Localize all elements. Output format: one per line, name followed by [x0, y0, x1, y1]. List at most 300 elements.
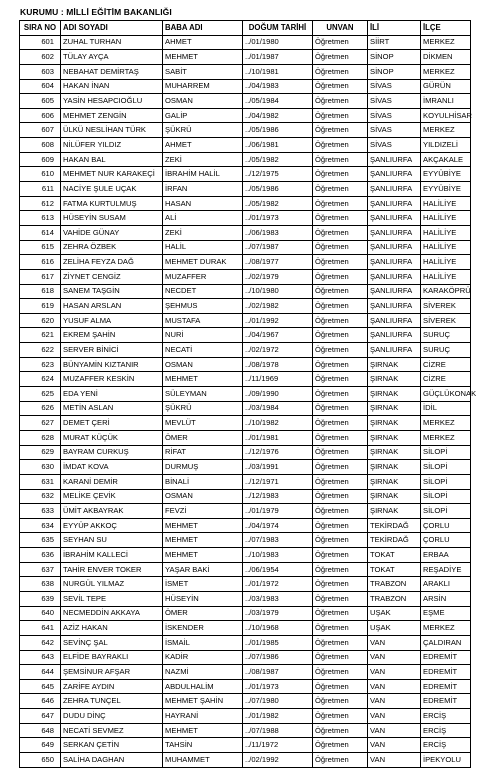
birth-date-cell: ../12/1971: [243, 474, 313, 489]
district-cell: HALİLİYE: [421, 269, 471, 284]
person-name-cell: BÜNYAMİN KIZTANIR: [61, 357, 163, 372]
row-number-cell: 607: [20, 123, 61, 138]
table-row: [20, 445, 471, 460]
person-name-cell: FATMA KURTULMUŞ: [61, 196, 163, 211]
father-name-cell: MUHAMMET: [163, 753, 243, 768]
row-number-cell: 620: [20, 313, 61, 328]
birth-date-cell: ../04/1967: [243, 328, 313, 343]
province-cell: SİVAS: [368, 123, 421, 138]
province-cell: ŞANLIURFA: [368, 343, 421, 358]
birth-date-cell: ../07/1986: [243, 650, 313, 665]
province-cell: VAN: [368, 694, 421, 709]
row-number-cell: 622: [20, 343, 61, 358]
father-name-cell: ŞÜKRÜ: [163, 123, 243, 138]
district-cell: HALİLİYE: [421, 211, 471, 226]
district-cell: İPEKYOLU: [421, 753, 471, 768]
province-cell: TEKİRDAĞ: [368, 518, 421, 533]
father-name-cell: ŞEHMUS: [163, 299, 243, 314]
row-number-cell: 606: [20, 108, 61, 123]
district-cell: ERCİŞ: [421, 738, 471, 753]
person-name-cell: NECMEDDİN AKKAYA: [61, 606, 163, 621]
row-number-cell: 605: [20, 94, 61, 109]
province-cell: SİVAS: [368, 108, 421, 123]
title-cell: Öğretmen: [313, 635, 368, 650]
father-name-cell: HAYRANİ: [163, 709, 243, 724]
province-cell: VAN: [368, 635, 421, 650]
title-cell: Öğretmen: [313, 401, 368, 416]
row-number-cell: 612: [20, 196, 61, 211]
row-number-cell: 621: [20, 328, 61, 343]
table-row: [20, 167, 471, 182]
province-cell: VAN: [368, 753, 421, 768]
birth-date-cell: ../02/1982: [243, 299, 313, 314]
row-number-cell: 640: [20, 606, 61, 621]
title-cell: Öğretmen: [313, 489, 368, 504]
table-row: [20, 738, 471, 753]
birth-date-cell: ../08/1978: [243, 357, 313, 372]
table-row: [20, 64, 471, 79]
district-cell: ARSİN: [421, 591, 471, 606]
row-number-cell: 614: [20, 225, 61, 240]
birth-date-cell: ../05/1986: [243, 182, 313, 197]
title-cell: Öğretmen: [313, 650, 368, 665]
person-name-cell: MEHMET ZENGİN: [61, 108, 163, 123]
title-cell: Öğretmen: [313, 255, 368, 270]
title-cell: Öğretmen: [313, 723, 368, 738]
person-name-cell: TAHİR ENVER TOKER: [61, 562, 163, 577]
table-row: [20, 211, 471, 226]
table-row: [20, 504, 471, 519]
father-name-cell: NURİ: [163, 328, 243, 343]
title-cell: Öğretmen: [313, 665, 368, 680]
person-name-cell: ELFİDE BAYRAKLI: [61, 650, 163, 665]
person-name-cell: VAHİDE GÜNAY: [61, 225, 163, 240]
birth-date-cell: ../03/1991: [243, 460, 313, 475]
title-cell: Öğretmen: [313, 504, 368, 519]
birth-date-cell: ../04/1982: [243, 108, 313, 123]
title-cell: Öğretmen: [313, 577, 368, 592]
province-cell: VAN: [368, 723, 421, 738]
table-row: [20, 606, 471, 621]
province-cell: VAN: [368, 709, 421, 724]
person-name-cell: SEVİL TEPE: [61, 591, 163, 606]
table-row: [20, 577, 471, 592]
birth-date-cell: ../01/1979: [243, 504, 313, 519]
district-cell: MERKEZ: [421, 430, 471, 445]
title-cell: Öğretmen: [313, 123, 368, 138]
row-number-cell: 635: [20, 533, 61, 548]
person-name-cell: HAKAN BAL: [61, 152, 163, 167]
title-cell: Öğretmen: [313, 35, 368, 50]
father-name-cell: OSMAN: [163, 94, 243, 109]
father-name-cell: İSKENDER: [163, 621, 243, 636]
table-row: [20, 152, 471, 167]
person-name-cell: YUSUF ALMA: [61, 313, 163, 328]
father-name-cell: MEVLÜT: [163, 416, 243, 431]
district-cell: EYYÜBİYE: [421, 167, 471, 182]
person-name-cell: EYYÜP AKKOÇ: [61, 518, 163, 533]
father-name-cell: NAZMİ: [163, 665, 243, 680]
person-name-cell: SANEM TAŞGİN: [61, 284, 163, 299]
title-cell: Öğretmen: [313, 299, 368, 314]
birth-date-cell: ../03/1979: [243, 606, 313, 621]
province-cell: ŞIRNAK: [368, 504, 421, 519]
birth-date-cell: ../03/1983: [243, 591, 313, 606]
district-cell: MERKEZ: [421, 621, 471, 636]
table-row: [20, 753, 471, 768]
title-cell: Öğretmen: [313, 548, 368, 563]
person-name-cell: NURGÜL YILMAZ: [61, 577, 163, 592]
birth-date-cell: ../05/1986: [243, 123, 313, 138]
father-name-cell: AHMET: [163, 138, 243, 153]
father-name-cell: MUZAFFER: [163, 269, 243, 284]
row-number-cell: 613: [20, 211, 61, 226]
title-cell: Öğretmen: [313, 621, 368, 636]
column-header-dogum-tarihi: DOĞUM TARİHİ: [243, 21, 313, 36]
father-name-cell: GALİP: [163, 108, 243, 123]
row-number-cell: 647: [20, 709, 61, 724]
table-row: [20, 387, 471, 402]
province-cell: VAN: [368, 738, 421, 753]
title-cell: Öğretmen: [313, 64, 368, 79]
person-name-cell: SERVER BİNİCİ: [61, 343, 163, 358]
person-name-cell: YASİN HESAPCIOĞLU: [61, 94, 163, 109]
father-name-cell: İBRAHİM HALİL: [163, 167, 243, 182]
column-header-sira-no: SIRA NO: [20, 21, 61, 36]
row-number-cell: 628: [20, 430, 61, 445]
birth-date-cell: ../05/1982: [243, 196, 313, 211]
title-cell: Öğretmen: [313, 709, 368, 724]
province-cell: SİVAS: [368, 79, 421, 94]
person-name-cell: TÜLAY AYÇA: [61, 50, 163, 65]
district-cell: GÜRÜN: [421, 79, 471, 94]
row-number-cell: 630: [20, 460, 61, 475]
father-name-cell: ŞÜKRÜ: [163, 401, 243, 416]
province-cell: ŞANLIURFA: [368, 240, 421, 255]
birth-date-cell: ../02/1972: [243, 343, 313, 358]
birth-date-cell: ../05/1982: [243, 152, 313, 167]
father-name-cell: ABDULHALİM: [163, 679, 243, 694]
district-cell: ERBAA: [421, 548, 471, 563]
province-cell: VAN: [368, 679, 421, 694]
father-name-cell: İSMET: [163, 577, 243, 592]
table-row: [20, 474, 471, 489]
district-cell: ERCİŞ: [421, 709, 471, 724]
row-number-cell: 642: [20, 635, 61, 650]
title-cell: Öğretmen: [313, 416, 368, 431]
institution-header: KURUMU : MİLLİ EĞİTİM BAKANLIĞI: [20, 7, 172, 17]
table-row: [20, 255, 471, 270]
district-cell: HALİLİYE: [421, 196, 471, 211]
table-row: [20, 196, 471, 211]
table-row: [20, 723, 471, 738]
column-header-unvan: UNVAN: [313, 21, 368, 36]
birth-date-cell: ../01/1973: [243, 211, 313, 226]
table-row: [20, 679, 471, 694]
birth-date-cell: ../07/1983: [243, 533, 313, 548]
father-name-cell: MEHMET DURAK: [163, 255, 243, 270]
table-header-row: [20, 21, 471, 36]
column-header-ilce: İLÇE: [421, 21, 471, 36]
district-cell: İDİL: [421, 401, 471, 416]
birth-date-cell: ../04/1983: [243, 79, 313, 94]
father-name-cell: YAŞAR BAKİ: [163, 562, 243, 577]
title-cell: Öğretmen: [313, 387, 368, 402]
father-name-cell: İRFAN: [163, 182, 243, 197]
row-number-cell: 633: [20, 504, 61, 519]
person-name-cell: SALİHA DAGHAN: [61, 753, 163, 768]
table-row: [20, 548, 471, 563]
table-row: [20, 650, 471, 665]
district-cell: GÜÇLÜKONAK: [421, 387, 471, 402]
father-name-cell: TAHSİN: [163, 738, 243, 753]
person-name-cell: BAYRAM CURKUŞ: [61, 445, 163, 460]
province-cell: ŞANLIURFA: [368, 182, 421, 197]
personnel-table: [19, 20, 477, 768]
district-cell: CİZRE: [421, 357, 471, 372]
person-name-cell: İMDAT KOVA: [61, 460, 163, 475]
title-cell: Öğretmen: [313, 240, 368, 255]
father-name-cell: MEHMET ŞAHİN: [163, 694, 243, 709]
table-row: [20, 269, 471, 284]
province-cell: ŞANLIURFA: [368, 328, 421, 343]
province-cell: UŞAK: [368, 606, 421, 621]
province-cell: ŞANLIURFA: [368, 152, 421, 167]
row-number-cell: 604: [20, 79, 61, 94]
district-cell: ÇORLU: [421, 533, 471, 548]
table-row: [20, 357, 471, 372]
district-cell: EYYÜBİYE: [421, 182, 471, 197]
father-name-cell: ZEKİ: [163, 225, 243, 240]
row-number-cell: 631: [20, 474, 61, 489]
person-name-cell: NACİYE ŞULE UÇAK: [61, 182, 163, 197]
province-cell: ŞANLIURFA: [368, 313, 421, 328]
province-cell: TEKİRDAĞ: [368, 533, 421, 548]
table-row: [20, 591, 471, 606]
row-number-cell: 639: [20, 591, 61, 606]
person-name-cell: EDA YENİ: [61, 387, 163, 402]
table-row: [20, 621, 471, 636]
person-name-cell: İBRAHİM KALLECİ: [61, 548, 163, 563]
district-cell: MERKEZ: [421, 123, 471, 138]
title-cell: Öğretmen: [313, 533, 368, 548]
person-name-cell: MURAT KÜÇÜK: [61, 430, 163, 445]
table-row: [20, 372, 471, 387]
province-cell: SİNOP: [368, 64, 421, 79]
table-row: [20, 416, 471, 431]
title-cell: Öğretmen: [313, 445, 368, 460]
row-number-cell: 602: [20, 50, 61, 65]
person-name-cell: ZEHRA TUNÇEL: [61, 694, 163, 709]
birth-date-cell: ../01/1980: [243, 35, 313, 50]
person-name-cell: DUDU DİNÇ: [61, 709, 163, 724]
district-cell: HALİLİYE: [421, 255, 471, 270]
birth-date-cell: ../01/1992: [243, 313, 313, 328]
birth-date-cell: ../03/1984: [243, 401, 313, 416]
row-number-cell: 626: [20, 401, 61, 416]
district-cell: SURUÇ: [421, 343, 471, 358]
father-name-cell: RİFAT: [163, 445, 243, 460]
birth-date-cell: ../08/1987: [243, 665, 313, 680]
table-row: [20, 694, 471, 709]
table-row: [20, 533, 471, 548]
table-row: [20, 328, 471, 343]
table-row: [20, 430, 471, 445]
table-row: [20, 123, 471, 138]
title-cell: Öğretmen: [313, 343, 368, 358]
province-cell: ŞIRNAK: [368, 416, 421, 431]
table-row: [20, 225, 471, 240]
province-cell: ŞIRNAK: [368, 445, 421, 460]
province-cell: ŞIRNAK: [368, 430, 421, 445]
province-cell: ŞIRNAK: [368, 460, 421, 475]
title-cell: Öğretmen: [313, 269, 368, 284]
title-cell: Öğretmen: [313, 211, 368, 226]
row-number-cell: 623: [20, 357, 61, 372]
row-number-cell: 610: [20, 167, 61, 182]
birth-date-cell: ../11/1969: [243, 372, 313, 387]
table-row: [20, 79, 471, 94]
column-header-ili: İLİ: [368, 21, 421, 36]
row-number-cell: 629: [20, 445, 61, 460]
row-number-cell: 619: [20, 299, 61, 314]
father-name-cell: HALİL: [163, 240, 243, 255]
province-cell: ŞIRNAK: [368, 387, 421, 402]
province-cell: VAN: [368, 650, 421, 665]
row-number-cell: 625: [20, 387, 61, 402]
person-name-cell: HÜSEYİN SUSAM: [61, 211, 163, 226]
father-name-cell: DURMUŞ: [163, 460, 243, 475]
father-name-cell: MUHARREM: [163, 79, 243, 94]
table-row: [20, 460, 471, 475]
province-cell: ŞIRNAK: [368, 357, 421, 372]
birth-date-cell: ../09/1990: [243, 387, 313, 402]
district-cell: REŞADİYE: [421, 562, 471, 577]
table-row: [20, 343, 471, 358]
district-cell: EDREMİT: [421, 665, 471, 680]
row-number-cell: 627: [20, 416, 61, 431]
father-name-cell: ÖMER: [163, 606, 243, 621]
person-name-cell: ŞEMSİNUR AFŞAR: [61, 665, 163, 680]
father-name-cell: ZEKİ: [163, 152, 243, 167]
father-name-cell: MUSTAFA: [163, 313, 243, 328]
row-number-cell: 643: [20, 650, 61, 665]
birth-date-cell: ../01/1973: [243, 679, 313, 694]
title-cell: Öğretmen: [313, 108, 368, 123]
district-cell: HALİLİYE: [421, 240, 471, 255]
province-cell: ŞANLIURFA: [368, 269, 421, 284]
person-name-cell: NECATİ SEVMEZ: [61, 723, 163, 738]
title-cell: Öğretmen: [313, 94, 368, 109]
title-cell: Öğretmen: [313, 372, 368, 387]
birth-date-cell: ../10/1968: [243, 621, 313, 636]
province-cell: ŞANLIURFA: [368, 211, 421, 226]
province-cell: ŞANLIURFA: [368, 255, 421, 270]
row-number-cell: 637: [20, 562, 61, 577]
province-cell: SİNOP: [368, 50, 421, 65]
person-name-cell: NEBAHAT DEMİRTAŞ: [61, 64, 163, 79]
district-cell: EŞME: [421, 606, 471, 621]
title-cell: Öğretmen: [313, 313, 368, 328]
district-cell: KARAKÖPRÜ: [421, 284, 471, 299]
title-cell: Öğretmen: [313, 196, 368, 211]
province-cell: VAN: [368, 665, 421, 680]
father-name-cell: MEHMET: [163, 518, 243, 533]
father-name-cell: MEHMET: [163, 372, 243, 387]
person-name-cell: ZİYNET CENGİZ: [61, 269, 163, 284]
province-cell: SİVAS: [368, 94, 421, 109]
birth-date-cell: ../02/1992: [243, 753, 313, 768]
birth-date-cell: ../06/1981: [243, 138, 313, 153]
district-cell: SİLOPİ: [421, 504, 471, 519]
person-name-cell: ZELİHA FEYZA DAĞ: [61, 255, 163, 270]
row-number-cell: 624: [20, 372, 61, 387]
title-cell: Öğretmen: [313, 225, 368, 240]
birth-date-cell: ../10/1980: [243, 284, 313, 299]
father-name-cell: ALİ: [163, 211, 243, 226]
title-cell: Öğretmen: [313, 518, 368, 533]
father-name-cell: OSMAN: [163, 489, 243, 504]
table-row: [20, 313, 471, 328]
birth-date-cell: ../06/1983: [243, 225, 313, 240]
birth-date-cell: ../04/1974: [243, 518, 313, 533]
person-name-cell: AZİZ HAKAN: [61, 621, 163, 636]
title-cell: Öğretmen: [313, 694, 368, 709]
person-name-cell: ZUHAL TURHAN: [61, 35, 163, 50]
title-cell: Öğretmen: [313, 679, 368, 694]
province-cell: SİİRT: [368, 35, 421, 50]
title-cell: Öğretmen: [313, 167, 368, 182]
row-number-cell: 601: [20, 35, 61, 50]
district-cell: CİZRE: [421, 372, 471, 387]
person-name-cell: SEVİNÇ ŞAL: [61, 635, 163, 650]
father-name-cell: MEHMET: [163, 548, 243, 563]
table-row: [20, 709, 471, 724]
person-name-cell: MEHMET NUR KARAKEÇİ: [61, 167, 163, 182]
district-cell: SİLOPİ: [421, 460, 471, 475]
row-number-cell: 611: [20, 182, 61, 197]
district-cell: KOYULHİSAR: [421, 108, 471, 123]
row-number-cell: 641: [20, 621, 61, 636]
district-cell: MERKEZ: [421, 416, 471, 431]
row-number-cell: 646: [20, 694, 61, 709]
province-cell: TOKAT: [368, 548, 421, 563]
row-number-cell: 615: [20, 240, 61, 255]
table-row: [20, 50, 471, 65]
table-row: [20, 284, 471, 299]
district-cell: SİVEREK: [421, 299, 471, 314]
province-cell: TRABZON: [368, 591, 421, 606]
row-number-cell: 638: [20, 577, 61, 592]
title-cell: Öğretmen: [313, 606, 368, 621]
column-header-baba-adi: BABA ADI: [163, 21, 243, 36]
birth-date-cell: ../06/1954: [243, 562, 313, 577]
row-number-cell: 603: [20, 64, 61, 79]
person-name-cell: ÜMİT AKBAYRAK: [61, 504, 163, 519]
title-cell: Öğretmen: [313, 79, 368, 94]
person-name-cell: METİN ASLAN: [61, 401, 163, 416]
person-name-cell: DEMET ÇERİ: [61, 416, 163, 431]
column-header-adi-soyadi: ADI SOYADI: [61, 21, 163, 36]
district-cell: MERKEZ: [421, 64, 471, 79]
row-number-cell: 634: [20, 518, 61, 533]
district-cell: DİKMEN: [421, 50, 471, 65]
province-cell: ŞANLIURFA: [368, 196, 421, 211]
district-cell: EDREMİT: [421, 650, 471, 665]
table-row: [20, 108, 471, 123]
district-cell: MERKEZ: [421, 35, 471, 50]
person-name-cell: MUZAFFER KESKİN: [61, 372, 163, 387]
